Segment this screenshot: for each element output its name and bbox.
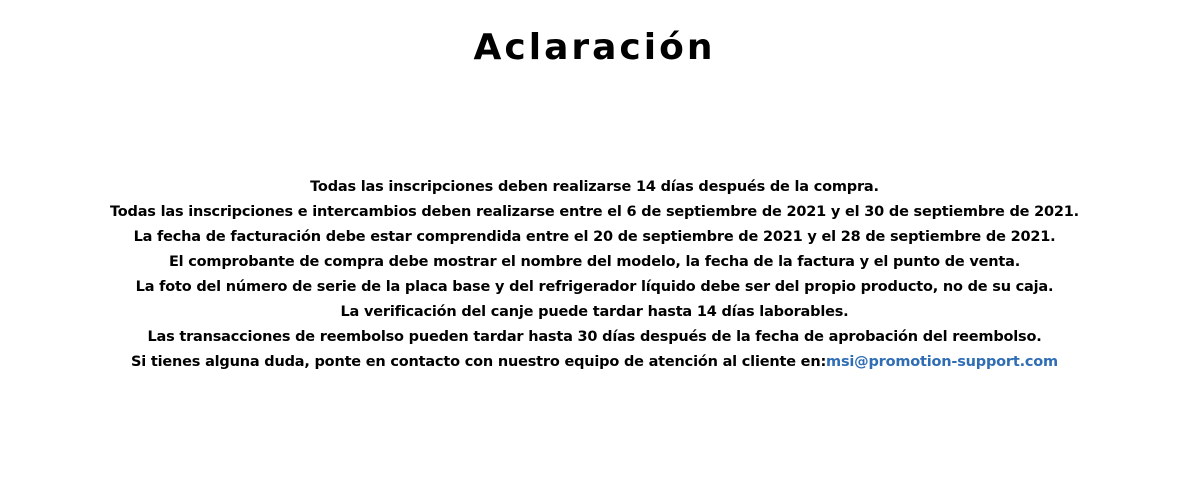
contact-line <box>0 350 1189 375</box>
term-item: La fecha de facturación debe estar comprendida entre el 20 de septiembre de 2021 y el 28 de septiembre de 2021. <box>133 229 1056 245</box>
terms-list <box>0 175 1189 375</box>
term-item: La foto del número de serie de la placa base y del refrigerador líquido debe ser del propio producto, no de su caja. <box>135 279 1054 295</box>
term-item: Las transacciones de reembolso pueden tardar hasta 30 días después de la fecha de aprobación del reembolso. <box>147 329 1042 345</box>
contact-email-link[interactable]: msi@promotion-support.com <box>826 354 1058 370</box>
term-item: Todas las inscripciones e intercambios deben realizarse entre el 6 de septiembre de 2021 y el 30 de septiembre de 2021. <box>110 204 1079 220</box>
contact-text: Si tienes alguna duda, ponte en contacto con nuestro equipo de atención al cliente en: <box>131 354 827 370</box>
term-item: La verificación del canje puede tardar hasta 14 días laborables. <box>340 304 849 320</box>
term-item: El comprobante de compra debe mostrar el nombre del modelo, la fecha de la factura y el punto de venta. <box>168 254 1021 270</box>
term-item: Todas las inscripciones deben realizarse 14 días después de la compra. <box>310 179 879 195</box>
page-title: Aclaración <box>473 27 716 68</box>
